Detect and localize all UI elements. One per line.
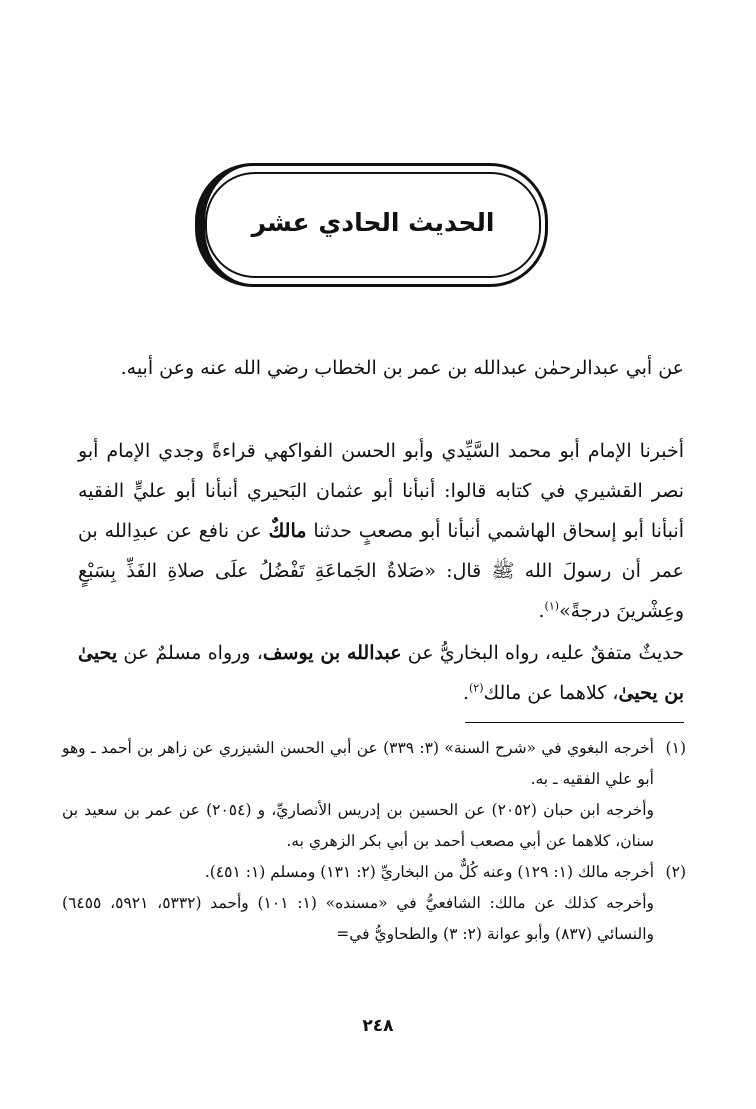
takhrij-end: . (462, 682, 469, 704)
footnote-ref-1[interactable]: (١) (544, 599, 560, 613)
takhrij-name-1: عبدالله بن يوسف (262, 642, 402, 664)
paragraph-isnad (78, 431, 720, 631)
title-frame (205, 172, 541, 278)
footnote-line: أخرجه البغوي في «شرح السنة» (٣: ٣٣٩) عن أبي الحسن الشيزري عن زاهر بن أحمد ـ وهو أبو علي الفقيه ـ به. (62, 739, 654, 788)
footnote-1 (62, 733, 686, 857)
footnote-line: وأخرجه ابن حبان (٢٠٥٢) عن الحسين بن إدريس الأنصاريِّ، و (٢٠٥٤) عن عمر بن سعيد بن سنان، كلاهما عن أبي مصعب أحمد بن أبي بكر الزهري به. (62, 801, 654, 850)
footnote-ref-2[interactable]: (٢) (468, 681, 484, 695)
page-number: ٢٤٨ (362, 1016, 394, 1036)
footnote-divider (465, 722, 684, 723)
paragraph-takhrij (78, 633, 720, 713)
footnotes (62, 733, 686, 950)
takhrij-text-d: ، كلاهما عن مالك (483, 682, 619, 704)
footnote-2 (62, 857, 686, 950)
paragraph-narrator (78, 348, 720, 388)
footnote-number: (٢) (665, 863, 686, 881)
chapter-title: الحديث الحادي عشر (251, 207, 495, 237)
footnote-number: (١) (665, 739, 686, 757)
footnote-line: أخرجه مالك (١: ١٢٩) وعنه كُلٌّ من البخاريِّ (٢: ١٣١) ومسلم (١: ٤٥١). (204, 863, 654, 881)
footnote-line: وأخرجه كذلك عن مالك: الشافعيُّ في «مسنده» (١: ١٠١) وأحمد (٥٣٣٢، ٥٩٢١، ٦٤٥٥) والنسائي (٨٣٧) وأبو عوانة (٢: ٣) والطحاويُّ في= (62, 894, 654, 943)
isnad-text-a: أخبرنا الإمام أبو محمد السَّيِّدي وأبو الحسن الفواكهي قراءةً وجدي الإمام أبو نصر القشيري في كتابه قالوا: أنبأنا أبو عثمان البَحيري أنبأنا أبو عليٍّ الفقيه أنبأنا أبو إسحاق الهاشمي أنبأنا أبو مصعبٍ حدثنا (78, 440, 684, 542)
footnote-body (62, 857, 654, 950)
paragraph-narrator-text: عن أبي عبدالرحمٰن عبدالله بن عمر بن الخطاب رضي الله عنه وعن أبيه. (120, 357, 684, 379)
isnad-end: . (538, 600, 545, 622)
isnad-name-malik: مالكٌ (268, 520, 307, 542)
footnote-body (62, 733, 654, 857)
takhrij-text-c: ، ورواه مسلمٌ عن (117, 642, 263, 664)
takhrij-text-a: حديثٌ متفقٌ عليه، رواه البخاريُّ عن (401, 642, 684, 664)
takhrij-name-2: يحيىٰ بن يحيىٰ (78, 642, 684, 704)
isnad-text-b: عن نافع عن عبدِالله بن عمر أن رسولَ الله ﷺ قال: «صَلاةُ الجَماعَةِ تَفْضُلُ علَى صلاةِ الفَذِّ بِسَبْعٍ وعِشْرينَ درجةً» (78, 520, 684, 622)
